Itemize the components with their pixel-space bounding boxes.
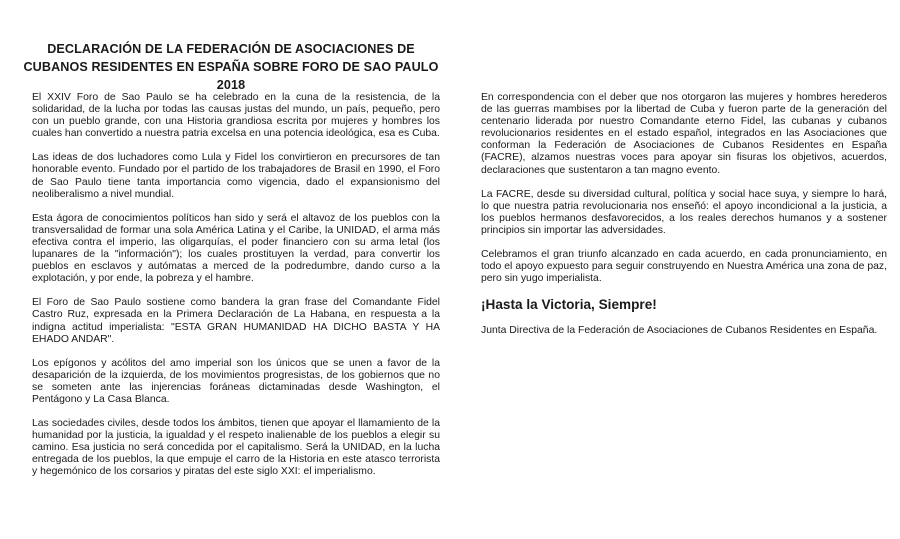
paragraph: Las ideas de dos luchadores como Lula y Fidel los convirtieron en precursores de tan honorable evento. Fundado por el partido de los trabajadores de Brasil en 1990, el Foro de Sao Paulo tiene tanta importancia como vigencia, dado el expansionismo del neoliberalismo a nivel mundial.: [32, 152, 440, 200]
document-title: DECLARACIÓN DE LA FEDERACIÓN DE ASOCIACIONES DE CUBANOS RESIDENTES EN ESPAÑA SOBRE FORO DE SAO PAULO 2018: [23, 42, 439, 92]
paragraph: La FACRE, desde su diversidad cultural, política y social hace suya, y siempre lo hará, lo que nuestra patria revolucionaria nos enseñó: el apoyo incondicional a la justicia, a los pueblos hermanos desfavorecidos, a los reales derechos humanos y a sostener principios sin importar las adversidades.: [481, 188, 887, 236]
signature: Junta Directiva de la Federación de Asociaciones de Cubanos Residentes en España.: [481, 325, 878, 337]
paragraph: El XXIV Foro de Sao Paulo se ha celebrado en la cuna de la resistencia, de la solidaridad, de la lucha por todas las causas justas del mundo, un país, pequeño, pero con un pueblo grande, con una Historia grandiosa escrita por mujeres y hombres los cuales han convertido a nuestra patria excelsa en una potencia ideológica, esa es Cuba.: [32, 92, 440, 140]
paragraph: En correspondencia con el deber que nos otorgaron las mujeres y hombres herederos de las guerras mambises por la libertad de Cuba y fueron parte de la generación del centenario liderada por nuestro Comandante eterno Fidel, las cubanas y cubanos revolucionarios residentes en el estado español, integrados en las Asociaciones que conforman la Federación de Asociaciones de Cubanos Residentes en España (FACRE), alzamos nuestras voces para apoyar sin fisuras los objetivos, acuerdos, declaraciones que sustentaron a tan magno evento.: [481, 92, 887, 176]
paragraph: Las sociedades civiles, desde todos los ámbitos, tienen que apoyar el llamamiento de la humanidad por la justicia, la igualdad y el respeto inalienable de los pueblos a elegir su camino. Esa justicia no será concedida por el capitalismo. Será la UNIDAD, en la lucha entregada de los pueblos, la que empuje el carro de la Historia en este atasco terrorista y hegemónico de los corsarios y piratas del este siglo XXI: el imperialismo.: [32, 418, 440, 478]
paragraph: Celebramos el gran triunfo alcanzado en cada acuerdo, en cada pronunciamiento, en todo el apoyo expuesto para seguir construyendo en Nuestra América una zona de paz, pero sin yugo imperialista.: [481, 249, 887, 285]
closing-slogan: ¡Hasta la Victoria, Siempre!: [481, 297, 657, 313]
paragraph: Los epígonos y acólitos del amo imperial son los únicos que se unen a favor de la desaparición de la izquierda, de los movimientos progresistas, de los gobiernos que no se someten ante las injerencias foráneas dictaminadas desde Washington, el Pentágono y La Casa Blanca.: [32, 357, 440, 405]
paragraph: Esta ágora de conocimientos políticos han sido y será el altavoz de los pueblos con la transversalidad de formar una sola América Latina y el Caribe, la UNIDAD, el arma más efectiva contra el imperio, las oligarquías, el poder financiero con su arma letal (los lupanares de la "información"); los cuales prostituyen la verdad, para convertir los pueblos en esclavos y autómatas a merced de la podredumbre, dando curso a la explotación, y por ende, la pobreza y el hambre.: [32, 212, 440, 285]
right-column: [481, 92, 887, 349]
paragraph: El Foro de Sao Paulo sostiene como bandera la gran frase del Comandante Fidel Castro Ruz, expresada en la Primera Declaración de La Habana, en respuesta a la indigna actitud imperialista: "ESTA GRAN HUMANIDAD HA DICHO BASTA Y HA EHADO ANDAR".: [32, 297, 440, 345]
left-column: [32, 92, 440, 491]
